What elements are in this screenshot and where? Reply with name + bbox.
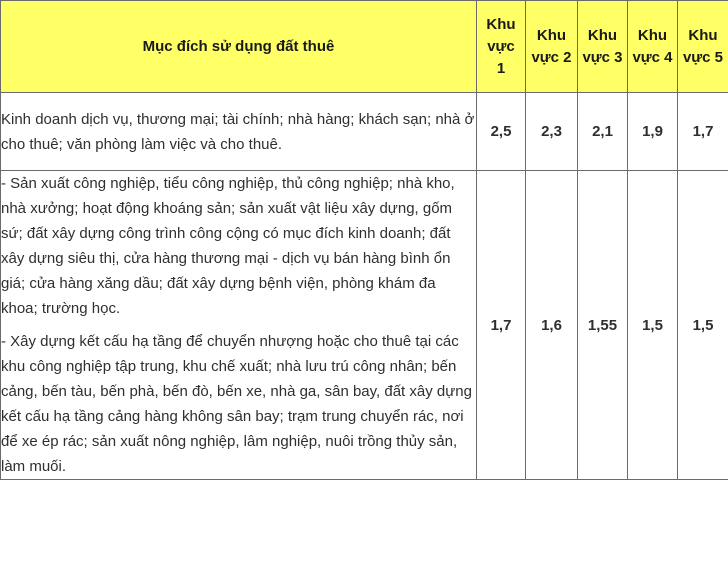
value-cell-zone-4: 1,5	[628, 171, 678, 480]
value-cell-zone-2: 1,6	[526, 171, 578, 480]
value-cell-zone-5: 1,7	[678, 93, 728, 171]
header-zone-4-line1: Khu	[637, 26, 668, 44]
value-cell-zone-1: 2,5	[477, 93, 526, 171]
value-cell-zone-1: 1,7	[477, 171, 526, 480]
header-zone-2-line2: vực 2	[531, 48, 572, 66]
value-cell-zone-5: 1,5	[678, 171, 728, 480]
value-cell-zone-2: 2,3	[526, 93, 578, 171]
header-zone-5-line1: Khu	[688, 26, 718, 44]
purpose-cell	[1, 93, 477, 171]
table-row	[1, 171, 728, 480]
header-zone-3-line1: Khu	[587, 26, 618, 44]
header-zone-5	[678, 1, 728, 93]
header-zone-4	[628, 1, 678, 93]
purpose-paragraph: - Sản xuất công nghiệp, tiểu công nghiệp, thủ công nghiệp; nhà kho, nhà xưởng; hoạt động khoáng sản; sản xuất vật liệu xây dựng, gốm sứ; đất xây dựng công trình công cộng có mục đích kinh doanh; đất xây dựng siêu thị, cửa hàng thương mại - dịch vụ bán hàng bình ổn giá; cửa hàng xăng dầu; đất xây dựng bệnh viện, phòng khám đa khoa; trường học.	[1, 175, 455, 317]
value-cell-zone-4: 1,9	[628, 93, 678, 171]
header-zone-5-line2: vực 5	[682, 48, 724, 66]
value-cell-zone-3: 2,1	[578, 93, 628, 171]
header-zone-3-line2: vực 3	[582, 48, 623, 66]
header-zone-4-line2: vực 4	[632, 48, 673, 66]
purpose-cell	[1, 171, 477, 480]
value-cell-zone-3: 1,55	[578, 171, 628, 480]
header-zone-2-line1: Khu	[536, 26, 567, 44]
header-zone-2	[526, 1, 578, 93]
header-purpose: Mục đích sử dụng đất thuê	[1, 1, 477, 93]
header-zone-3	[578, 1, 628, 93]
header-row	[1, 1, 728, 93]
header-zone-1-line1: Khu	[486, 15, 516, 33]
table-row	[1, 93, 728, 171]
header-zone-1-line2: vực	[487, 37, 515, 55]
header-zone-1-line3: 1	[496, 59, 506, 77]
header-zone-1	[477, 1, 526, 93]
purpose-paragraph: Kinh doanh dịch vụ, thương mại; tài chính; nhà hàng; khách sạn; nhà ở cho thuê; văn phòng làm việc và cho thuê.	[1, 110, 475, 153]
purpose-paragraph: - Xây dựng kết cấu hạ tầng để chuyển nhượng hoặc cho thuê tại các khu công nghiệp tập trung, khu chế xuất; nhà lưu trú công nhân; bến cảng, bến tàu, bến phà, bến đò, bến xe, nhà ga, sân bay, đất xây dựng kết cấu hạ tầng cảng hàng không sân bay; trạm trung chuyển rác, nơi để xe ép rác; sản xuất nông nghiệp, lâm nghiệp, nuôi trồng thủy sản, làm muối.	[1, 333, 472, 475]
